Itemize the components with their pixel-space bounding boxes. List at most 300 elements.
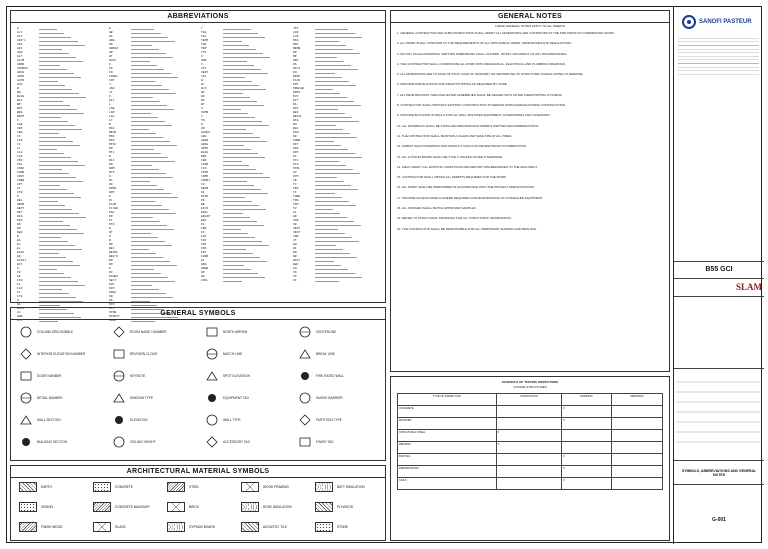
symbol-label: MATCH LINE xyxy=(223,352,243,356)
abbr-code: DN xyxy=(17,223,21,226)
symbol-entry xyxy=(298,392,343,404)
symbol-glyph-icon xyxy=(19,392,33,404)
abbr-code: ASPH xyxy=(17,75,25,78)
abbr-code: QTY xyxy=(293,99,299,102)
abbr-code: Z xyxy=(201,123,203,126)
abbr-code: HW xyxy=(201,275,205,278)
abbr-meaning-column xyxy=(315,27,375,299)
material-hatch-icon xyxy=(315,502,333,512)
abbr-code: SPEC xyxy=(109,291,117,294)
symbol-label: ELEVATION xyxy=(130,418,148,422)
abbr-code: MAS xyxy=(293,39,299,42)
abbr-code: YP xyxy=(293,275,297,278)
abbr-code: GWB xyxy=(17,315,23,318)
abbr-code: MO xyxy=(293,51,297,54)
abbr-code: AUTO xyxy=(17,79,25,82)
abbr-code: HORIZ xyxy=(109,47,119,50)
abbr-code: CT xyxy=(17,187,21,190)
abbr-code: DWG xyxy=(17,231,23,234)
material-entry xyxy=(241,522,287,532)
abbr-code: O xyxy=(109,175,111,178)
abbr-code: BM xyxy=(17,103,21,106)
abbr-code: HC xyxy=(109,35,113,38)
logo-mark-icon xyxy=(682,15,696,29)
abbr-code: D xyxy=(17,195,19,198)
material-entry xyxy=(241,482,289,492)
abbr-code: RCP xyxy=(293,107,299,110)
abbr-code: A/C xyxy=(17,31,23,34)
abbr-code: W/ xyxy=(201,83,205,86)
abbr-code: TEMP xyxy=(201,39,209,42)
abbr-code: PREFAB xyxy=(293,87,304,90)
symbol-label: CEILING HEIGHT xyxy=(130,440,156,444)
material-label: BRICK xyxy=(189,505,199,509)
material-hatch-icon xyxy=(241,522,259,532)
general-note: 7. ALL PENETRATIONS THROUGH RATED ASSEMBLIES SHALL BE SEALED WITH LISTED FIRESTOPPING SYSTEMS. xyxy=(397,92,563,97)
general-note: 11. THE CONTRACTOR SHALL MAINTAIN A CLEAN AND SAFE SITE AT ALL TIMES. xyxy=(397,133,513,138)
symbol-label: COLUMN GRID BUBBLE xyxy=(37,330,74,334)
symbol-label: INTERIOR ELEVATION NUMBER xyxy=(37,352,86,356)
symbol-entry xyxy=(205,326,247,338)
abbr-code: SUSP xyxy=(109,319,117,322)
symbol-glyph-icon xyxy=(19,370,33,382)
abbr-code: SD xyxy=(293,135,297,138)
abbr-code: XS xyxy=(293,271,297,274)
material-label: STEEL xyxy=(189,485,200,489)
schedule-subtitle: UNSAFE STRUCTURES xyxy=(513,385,547,389)
symbol-label: WALL SECTION xyxy=(37,418,61,422)
abbr-code: ANOD xyxy=(17,63,25,66)
symbol-entry xyxy=(298,436,334,448)
symbol-label: KEYNOTE xyxy=(130,374,146,378)
abbr-code: G xyxy=(17,299,19,302)
abbr-code: ELEV xyxy=(17,251,25,254)
schedule-cell xyxy=(612,466,663,478)
abbr-code: IN xyxy=(109,71,113,74)
abbr-code: H xyxy=(109,27,111,30)
abbr-code-column xyxy=(109,27,131,322)
abbr-code: M xyxy=(109,123,111,126)
abbr-code: WC xyxy=(201,91,205,94)
symbol-glyph-icon xyxy=(298,392,312,404)
abbr-code: THRU xyxy=(293,195,301,198)
abbr-code: CU xyxy=(201,183,205,186)
abbr-code: GYP xyxy=(17,319,23,322)
abbr-code: MDF xyxy=(293,43,299,46)
general-note: 16. ALL WORK SHALL BE PERFORMED IN ACCORDANCE WITH THE PROJECT SPECIFICATIONS. xyxy=(397,185,535,190)
abbr-code: PT xyxy=(109,219,113,222)
symbol-glyph-icon xyxy=(298,436,312,448)
abbr-code: SKT xyxy=(293,143,299,146)
material-hatch-icon xyxy=(241,482,259,492)
abbr-code: FIN xyxy=(17,279,23,282)
general-notes-title: GENERAL NOTES xyxy=(391,11,669,23)
general-note: 13. ALL GYPSUM BOARD SHALL BE TYPE X UNLESS NOTED OTHERWISE. xyxy=(397,154,503,159)
schedule-cell: WELDING xyxy=(398,442,497,454)
schedule-cell: STRUCTURAL STEEL xyxy=(398,430,497,442)
abbr-code: NRC xyxy=(293,59,299,62)
material-hatch-icon xyxy=(167,502,185,512)
abbr-code: CONC xyxy=(17,167,25,170)
material-label: GYPSUM BOARD xyxy=(189,525,216,529)
abbr-code: CONST xyxy=(201,179,211,182)
schedule-cell: CONCRETE xyxy=(398,406,497,418)
abbr-code: Q xyxy=(109,227,111,230)
abbr-code: ENCL xyxy=(201,211,209,214)
abbr-code: I xyxy=(109,63,111,66)
abbr-code: CAB xyxy=(17,123,23,126)
general-symbols-panel xyxy=(10,307,386,461)
schedule-header: PERIODIC xyxy=(562,394,612,406)
abbr-code: CIR xyxy=(17,139,23,142)
abbr-code: RO xyxy=(109,263,113,266)
schedule-cell xyxy=(612,418,663,430)
abbr-code: WWF xyxy=(293,263,299,266)
abbr-code: ALT xyxy=(17,55,23,58)
abbr-code: CHAM xyxy=(201,163,209,166)
schedule-cell xyxy=(496,478,562,490)
abbr-code: DEPT xyxy=(17,207,25,210)
abbr-code: ZC xyxy=(293,279,297,282)
abbr-code: SC xyxy=(109,271,113,274)
abbr-code: WD xyxy=(201,95,205,98)
abbr-code: TF xyxy=(293,191,297,194)
material-label: BATT INSULATION xyxy=(337,485,365,489)
abbr-code: PLYWD xyxy=(109,207,119,210)
material-label: PLYWOOD xyxy=(337,505,354,509)
general-note: 9. PROVIDE BLOCKING IN WALLS FOR ALL WALL MOUNTED EQUIPMENT, ACCESSORIES AND CASEWORK. xyxy=(397,113,551,118)
material-label: WOOD FRAMING xyxy=(263,485,289,489)
table-row xyxy=(398,478,663,490)
abbr-code: ST xyxy=(293,155,297,158)
abbr-code: TER xyxy=(293,187,299,190)
abbr-code: AHU xyxy=(17,51,23,54)
general-note: 10. ALL MATERIALS SHALL BE INSTALLED PER MANUFACTURER'S WRITTEN RECOMMENDATIONS. xyxy=(397,123,540,128)
abbr-code: TV xyxy=(293,207,297,210)
abbr-code: EL xyxy=(17,247,21,250)
abbr-code: EQ xyxy=(17,255,21,258)
abbr-code: PL xyxy=(109,199,113,202)
abbr-code: WP xyxy=(201,99,205,102)
abbr-code: SIM xyxy=(109,287,115,290)
material-entry xyxy=(93,502,150,512)
abbr-code: BRG xyxy=(17,111,23,114)
symbol-entry xyxy=(298,370,344,382)
abbr-code: VNR xyxy=(293,235,299,238)
schedule-cell: BOLTING xyxy=(398,454,497,466)
company-name: SANOFI PASTEUR xyxy=(699,19,752,25)
abbr-code: RESIL xyxy=(293,115,303,118)
abbr-code: NO xyxy=(109,163,113,166)
abbr-code: VIF xyxy=(201,75,207,78)
abbr-code: GC xyxy=(17,311,21,314)
abbr-code: THK xyxy=(201,43,207,46)
symbol-label: REVISION CLOUD xyxy=(130,352,158,356)
abbr-code: C xyxy=(17,119,19,122)
abbr-code: W/O xyxy=(201,87,207,90)
material-label: ACOUSTIC TILE xyxy=(263,525,288,529)
title-block xyxy=(673,7,763,544)
abbr-code: BSMT xyxy=(17,115,25,118)
abbr-code: WH xyxy=(293,243,297,246)
schedule-cell: X xyxy=(562,478,612,490)
abbr-code: BLKG xyxy=(201,151,209,154)
abbr-code-column xyxy=(17,27,39,322)
material-hatch-icon xyxy=(167,522,185,532)
abbr-code: RM xyxy=(109,259,113,262)
abbr-code: R xyxy=(109,239,111,242)
abbr-code: U xyxy=(201,55,203,58)
abbr-code: SS xyxy=(109,299,113,302)
abbr-code: DEMO xyxy=(17,203,25,206)
abbr-code: MISC xyxy=(109,143,117,146)
material-hatch-icon xyxy=(167,482,185,492)
abbr-code: ADD'L xyxy=(17,39,27,42)
material-hatch-icon xyxy=(241,502,259,512)
schedule-header: CONTINUOUS xyxy=(496,394,562,406)
abbr-code: JAN xyxy=(109,87,115,90)
symbol-entry xyxy=(298,326,336,338)
abbr-meaning-line xyxy=(223,279,283,283)
symbol-label: DOOR NUMBER xyxy=(37,374,62,378)
schedule-cell xyxy=(496,466,562,478)
company-logo xyxy=(682,15,752,29)
schedule-cell: X xyxy=(562,418,612,430)
project-name: B55 GCI xyxy=(674,265,764,279)
symbol-entry xyxy=(205,436,250,448)
abbr-code: NIC xyxy=(109,159,115,162)
abbr-code: A xyxy=(17,27,19,30)
symbol-glyph-icon xyxy=(19,348,33,360)
abbr-code: OPNG xyxy=(109,187,117,190)
schedule-cell: X xyxy=(496,442,562,454)
symbol-glyph-icon xyxy=(19,436,33,448)
symbol-entry xyxy=(112,348,157,360)
abbr-code: LAM xyxy=(109,111,115,114)
abbr-code-column xyxy=(201,27,223,299)
abbr-code: DISP xyxy=(201,195,209,198)
abbr-code: EXIST xyxy=(17,259,27,262)
symbol-label: CENTERLINE xyxy=(316,330,337,334)
abbr-code: EWC xyxy=(201,219,207,222)
material-entry xyxy=(315,482,365,492)
general-note: 15. CONTRACTOR SHALL OBTAIN ALL PERMITS REQUIRED FOR THE WORK. xyxy=(397,175,507,180)
abbr-code: FT xyxy=(17,291,21,294)
symbol-entry xyxy=(298,414,342,426)
material-entry xyxy=(19,522,63,532)
abbr-code: WT xyxy=(201,103,205,106)
abbr-code: NOM xyxy=(109,167,115,170)
abbr-code: RD xyxy=(109,243,113,246)
table-row xyxy=(398,418,663,430)
symbol-glyph-icon xyxy=(298,370,312,382)
abbr-code: VB xyxy=(293,223,297,226)
symbol-entry xyxy=(112,370,145,382)
schedule-title: SCHEDULE OF TESTING INSPECTIONS xyxy=(501,380,559,384)
symbol-glyph-icon xyxy=(112,326,126,338)
abbr-code: PTD xyxy=(109,223,115,226)
abbr-code: HDWD xyxy=(201,267,209,270)
general-note: 4. THE CONTRACTOR SHALL COORDINATE ALL WORK WITH MECHANICAL, ELECTRICAL AND PLUMBING DRAWINGS. xyxy=(397,61,566,66)
abbr-code: STC xyxy=(293,159,299,162)
symbol-label: WALL TYPE xyxy=(223,418,241,422)
abbr-code: TC xyxy=(293,183,297,186)
abbr-code: CPT xyxy=(17,183,23,186)
abbr-code: SHWR xyxy=(293,139,301,142)
abbr-code: ACOUS xyxy=(201,131,211,134)
schedule-cell: X xyxy=(496,430,562,442)
general-note: 19. REFER TO STRUCTURAL DRAWINGS FOR ALL STRUCTURAL INFORMATION. xyxy=(397,216,512,221)
abbr-code: T&G xyxy=(201,31,207,34)
material-hatch-icon xyxy=(93,502,111,512)
abbr-code: PVC xyxy=(293,95,299,98)
symbol-glyph-icon xyxy=(19,414,33,426)
abbr-meaning-column xyxy=(131,27,191,299)
symbol-entry xyxy=(112,392,153,404)
abbr-code: PNT xyxy=(293,83,299,86)
abbr-code: FOF xyxy=(201,243,207,246)
abbr-code: REF xyxy=(109,247,115,250)
symbol-glyph-icon xyxy=(205,414,219,426)
abbr-code: V xyxy=(201,63,203,66)
abbr-code: WSCT xyxy=(293,259,301,262)
abbr-code: TPD xyxy=(293,203,299,206)
abbr-code: HP xyxy=(201,271,205,274)
sheet-number: G-001 xyxy=(712,517,726,523)
abbr-code: FOC xyxy=(201,239,207,242)
schedule-cell: X xyxy=(562,454,612,466)
abbr-code: MAX xyxy=(109,127,115,130)
symbol-entry xyxy=(205,414,241,426)
abbr-code: RA xyxy=(293,103,297,106)
table-row xyxy=(398,406,663,418)
abbr-code: COMP xyxy=(201,175,209,178)
symbol-glyph-icon xyxy=(19,326,33,338)
abbr-code: FD xyxy=(17,271,21,274)
abbr-code: FLR xyxy=(17,287,23,290)
abbr-code: EIFS xyxy=(201,207,209,210)
abbr-code: TB xyxy=(293,179,297,182)
abbr-code: WR xyxy=(293,255,297,258)
abbr-code: HT xyxy=(109,55,113,58)
abbr-code: CMU xyxy=(17,159,23,162)
symbol-entry xyxy=(298,348,335,360)
abbr-code: COL xyxy=(17,163,23,166)
abbr-code: RWL xyxy=(293,127,299,130)
materials-title: ARCHITECTURAL MATERIAL SYMBOLS xyxy=(11,466,385,478)
abbr-code: WI xyxy=(293,247,297,250)
abbr-code: ARCH xyxy=(17,71,25,74)
abbr-code: PNL xyxy=(109,211,115,214)
abbr-code: CORR xyxy=(17,179,25,182)
material-entry xyxy=(19,482,52,492)
abbr-code: HB xyxy=(109,31,113,34)
material-entry xyxy=(93,482,133,492)
schedule-cell xyxy=(562,430,612,442)
abbr-code: S xyxy=(109,267,111,270)
symbol-entry xyxy=(205,348,242,360)
material-entry xyxy=(167,502,199,512)
schedule-panel xyxy=(390,376,670,541)
abbr-code: VERT xyxy=(201,71,209,74)
symbol-label: PARTITION TYPE xyxy=(316,418,342,422)
abbr-code: FBO xyxy=(201,227,207,230)
symbol-entry xyxy=(19,392,63,404)
symbol-label: ACCESSORY TAG xyxy=(223,440,251,444)
abbr-code: J xyxy=(109,83,111,86)
abbr-code: LKR xyxy=(293,31,299,34)
abbr-code: QT xyxy=(109,231,113,234)
abbr-code: TYP xyxy=(201,51,207,54)
abbr-meaning-line xyxy=(315,279,375,283)
abbr-code: SOG xyxy=(293,147,299,150)
symbol-glyph-icon xyxy=(112,348,126,360)
schedule-cell xyxy=(496,406,562,418)
abbr-code: T xyxy=(201,27,203,30)
abbr-code: INCL xyxy=(201,279,209,282)
table-row xyxy=(398,442,663,454)
abbr-code: MEMB xyxy=(293,47,301,50)
abbr-code: BLK xyxy=(17,99,23,102)
abbr-code: ANCH xyxy=(201,143,209,146)
abbr-code: NTS xyxy=(109,171,115,174)
abbr-code: FOS xyxy=(201,247,207,250)
abbr-code: EA xyxy=(17,239,21,242)
symbol-glyph-icon xyxy=(112,436,126,448)
schedule-cell: FIREPROOFING xyxy=(398,466,497,478)
abbr-code: GRD xyxy=(201,263,207,266)
material-label: FINISH WOOD xyxy=(41,525,63,529)
stamp-area xyxy=(674,371,764,461)
abbr-code: DIM xyxy=(17,219,23,222)
abbr-code: TOS xyxy=(293,199,299,202)
abbr-code: UNO xyxy=(201,59,207,62)
abbr-meaning-column xyxy=(223,27,283,299)
symbol-label: ROOM NAME / NUMBER xyxy=(130,330,167,334)
abbr-code: MO xyxy=(109,147,113,150)
abbr-code: SCHED xyxy=(109,275,119,278)
symbol-glyph-icon xyxy=(205,436,219,448)
material-hatch-icon xyxy=(19,482,37,492)
materials-panel xyxy=(10,465,386,541)
general-note: 17. PROVIDE ACCESS PANELS WHERE REQUIRED FOR MAINTENANCE OF CONCEALED EQUIPMENT. xyxy=(397,195,544,200)
abbr-code: LAV xyxy=(109,115,115,118)
abbr-code: VEST xyxy=(293,231,301,234)
abbr-code: Y xyxy=(201,115,203,118)
material-hatch-icon xyxy=(93,482,111,492)
abbr-code: TEL xyxy=(201,35,207,38)
abbr-code: L xyxy=(109,103,111,106)
abbr-code: ALUM xyxy=(17,59,25,62)
symbol-entry xyxy=(19,348,85,360)
abbr-code: EJ xyxy=(17,243,21,246)
abbr-code: HR xyxy=(109,51,113,54)
abbr-code: CI xyxy=(17,135,21,138)
abbr-code: JT xyxy=(109,91,113,94)
abbr-code: APPROX xyxy=(17,67,28,70)
abbr-code: R xyxy=(109,235,111,238)
symbol-label: NORTH ARROW xyxy=(223,330,248,334)
symbol-glyph-icon xyxy=(112,370,126,382)
abbr-code: RH xyxy=(293,123,297,126)
schedule-cell: MASONRY xyxy=(398,418,497,430)
material-label: CONCRETE xyxy=(115,485,133,489)
abbr-code: INSUL xyxy=(109,75,119,78)
abbr-code: UR xyxy=(293,215,297,218)
abbr-code: SAN xyxy=(293,131,299,134)
abbr-code: OFCI xyxy=(293,67,301,70)
material-entry xyxy=(167,482,199,492)
